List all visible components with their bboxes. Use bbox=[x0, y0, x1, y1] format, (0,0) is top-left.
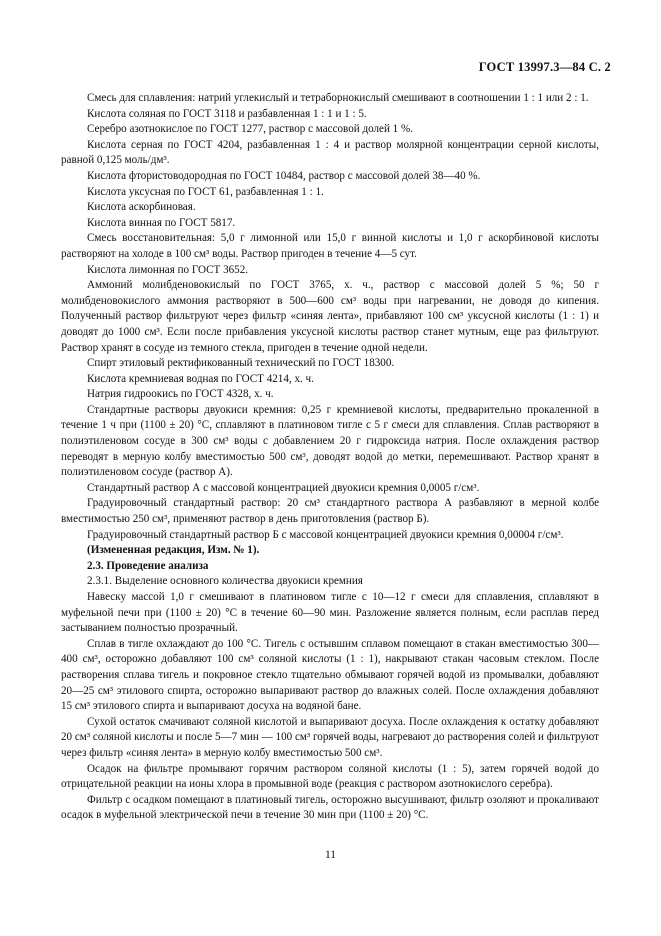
paragraph-silver-nitrate: Серебро азотнокислое по ГОСТ 1277, раствор с массовой долей 1 %. bbox=[87, 123, 414, 136]
paragraph-standard-solution-a: Стандартный раствор А с массовой концентрацией двуокиси кремния 0,0005 г/см³. bbox=[87, 481, 480, 494]
paragraph-calibration-solution-b: Градуировочный стандартный раствор Б с массовой концентрацией двуокиси кремния 0,00004 г/см³. bbox=[87, 528, 564, 541]
paragraph-sodium-hydroxide: Натрия гидроокись по ГОСТ 4328, х. ч. bbox=[87, 388, 274, 401]
paragraph-sulfuric-acid: Кислота серная по ГОСТ 4204, разбавленная 1 : 4 и раствор молярной концентрации серной кислоты, равной 0,125 моль/дм³. bbox=[61, 138, 599, 167]
running-header: ГОСТ 13997.3—84 С. 2 bbox=[478, 60, 611, 74]
paragraph-fusion-mixture: Смесь для сплавления: натрий углекислый и тетраборнокислый смешивают в соотношении 1 : 1 или 2 : 1. bbox=[87, 92, 589, 104]
amendment-note: (Измененная редакция, Изм. № 1). bbox=[87, 544, 260, 557]
paragraph-precipitate-washing: Осадок на фильтре промывают горячим раствором соляной кислоты (1 : 5), затем горячей водой до отрицательной реакции на ионы хлора в промывной воде (реакция с раствором азотнокислого серебра). bbox=[61, 762, 599, 791]
section-heading-analysis: 2.3. Проведение анализа bbox=[87, 559, 209, 572]
paragraph-crucible-cooling: Сплав в тигле охлаждают до 100 °С. Тигель с остывшим сплавом помещают в стакан вместимостью 300—400 см³, осторожно добавляют 100 см³ соляной кислоты (1 : 1), накрывают стакан часовым стеклом. После растворения сплава тигель и покровное стекло тщательно обмывают горячей водой из промывалки, добавляют 20—25 см³ этилового спирта, осторожно выпаривают раствор до влажных солей. После охлаждения добавляют 15 см³ этилового спирта и выпаривают досуха на водяной бане. bbox=[61, 637, 599, 713]
paragraph-hydrochloric-acid: Кислота соляная по ГОСТ 3118 и разбавленная 1 : 1 и 1 : 5. bbox=[87, 107, 367, 120]
paragraph-tartaric-acid: Кислота винная по ГОСТ 5817. bbox=[87, 216, 236, 229]
paragraph-hydrofluoric-acid: Кислота фтористоводородная по ГОСТ 10484, раствор с массовой долей 38—40 %. bbox=[87, 169, 481, 182]
paragraph-silicic-acid: Кислота кремниевая водная по ГОСТ 4214, х. ч. bbox=[87, 372, 314, 385]
paragraph-ammonium-molybdate: Аммоний молибденовокислый по ГОСТ 3765, х. ч., раствор с массовой долей 5 %; 50 г молибденовокислого аммония растворяют в 500—600 см³ воды при нагревании, не доводя до кипения. Полученный раствор фильтруют через фильтр «синяя лента», прибавляют 100 см³ уксусной кислоты (1 : 1) и доводят до 1000 см³. Если после прибавления уксусной кислоты раствор станет мутным, еще раз фильтруют. Раствор хранят в сосуде из темного стекла, пригоден в течение одной недели. bbox=[61, 279, 599, 354]
paragraph-filter-ignition: Фильтр с осадком помещают в платиновый тигель, осторожно высушивают, фильтр озоляют и прокаливают осадок в муфельной электрической печи в течение 30 мин при (1100 ± 20) °С. bbox=[61, 793, 599, 822]
paragraph-ascorbic-acid: Кислота аскорбиновая. bbox=[87, 201, 196, 214]
paragraph-reducing-mixture: Смесь восстановительная: 5,0 г лимонной или 15,0 г винной кислоты и 1,0 г аскорбиновой кислоты растворяют на холоде в 100 см³ воды. Раствор пригоден в течение 4—5 сут. bbox=[61, 232, 599, 260]
subsection-heading-silica-separation: 2.3.1. Выделение основного количества двуокиси кремния bbox=[87, 575, 363, 588]
paragraph-sample-fusion: Навеску массой 1,0 г смешивают в платиновом тигле с 10—12 г смеси для сплавления, сплавляют в муфельной печи при (1100 ± 20) °С в течение 60—90 мин. Разложение является полным, если расплав перед застыванием полностью прозрачный. bbox=[61, 591, 599, 635]
paragraph-ethyl-alcohol: Спирт этиловый ректификованный технический по ГОСТ 18300. bbox=[87, 357, 395, 370]
paragraph-citric-acid: Кислота лимонная по ГОСТ 3652. bbox=[87, 263, 249, 276]
paragraph-standard-solutions: Стандартные растворы двуокиси кремния: 0,25 г кремниевой кислоты, предварительно прокаленной в течение 1 ч при (1100 ± 20) °С, сплавляют в платиновом тигле с 5 г смеси для сплавления. Сплав растворяют в полиэтиленовом сосуде в 300 см³ воды с добавлением 20 г гидроксида натрия. После охлаждения раствор переводят в мерную колбу вместимостью 500 см³, доводят водой до метки, перемешивают. Раствор хранят в полиэтиленовом сосуде (раствор А). bbox=[61, 403, 599, 479]
body-text bbox=[61, 91, 599, 824]
paragraph-dry-residue: Сухой остаток смачивают соляной кислотой и выпаривают досуха. После охлаждения к остатку добавляют 20 см³ соляной кислоты и после 5—7 мин — 100 см³ горячей воды, нагревают до растворения солей и фильтруют через фильтр «синяя лента» в мерную колбу вместимостью 500 см³. bbox=[61, 715, 599, 759]
paragraph-acetic-acid: Кислота уксусная по ГОСТ 61, разбавленная 1 : 1. bbox=[87, 185, 324, 198]
page-number: 11 bbox=[324, 849, 337, 861]
paragraph-calibration-solution: Градуировочный стандартный раствор: 20 см³ стандартного раствора А разбавляют в мерной колбе вместимостью 250 см³, применяют раствор в день приготовления (раствор Б). bbox=[61, 497, 599, 526]
